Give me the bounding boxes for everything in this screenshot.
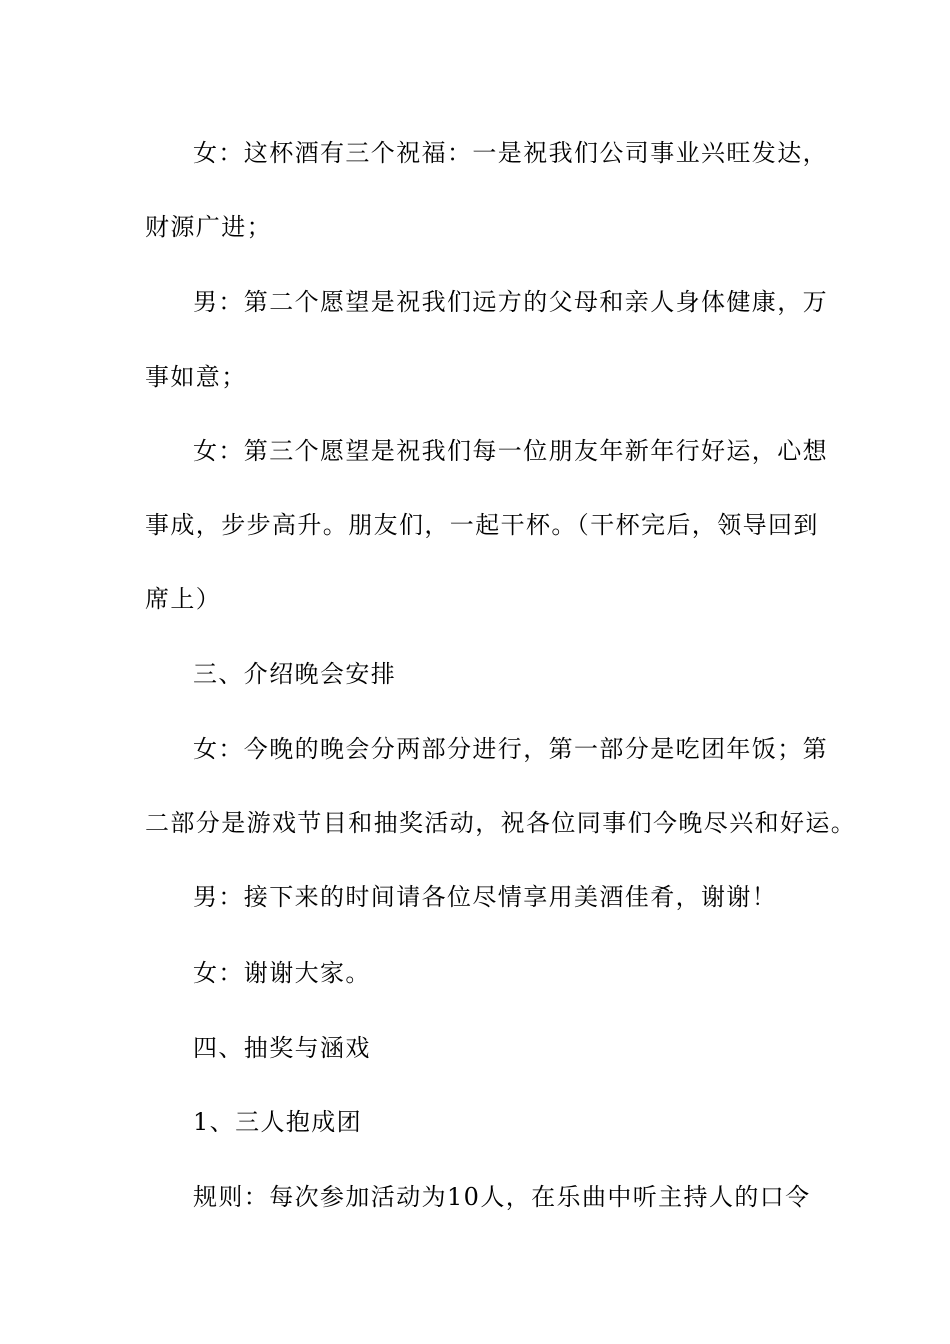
section-heading: 四、抽奖与涵戏 xyxy=(193,1034,371,1062)
paragraph-line: 男：第二个愿望是祝我们远方的父母和亲人身体健康，万 xyxy=(193,288,828,316)
paragraph-line: 财源广进； xyxy=(145,213,272,241)
paragraph-line: 规则：每次参加活动为10人，在乐曲中听主持人的口令 xyxy=(193,1183,811,1211)
paragraph-line: 席上） xyxy=(145,585,222,613)
subsection-heading: 1、三人抱成团 xyxy=(193,1108,363,1136)
paragraph-line: 女：今晚的晚会分两部分进行，第一部分是吃团年饭；第 xyxy=(193,735,828,763)
paragraph-line: 女：第三个愿望是祝我们每一位朋友年新年行好运，心想 xyxy=(193,437,828,465)
paragraph-line: 男：接下来的时间请各位尽情享用美酒佳肴，谢谢！ xyxy=(193,883,778,911)
paragraph-line: 女：谢谢大家。 xyxy=(193,959,371,987)
section-heading: 三、介绍晚会安排 xyxy=(193,660,397,688)
paragraph-line: 二部分是游戏节目和抽奖活动，祝各位同事们今晚尽兴和好运。 xyxy=(145,809,857,837)
paragraph-line: 事如意； xyxy=(145,363,247,391)
paragraph-line: 事成，步步高升。朋友们，一起干杯。（干杯完后，领导回到 xyxy=(145,511,819,539)
paragraph-line: 女：这杯酒有三个祝福：一是祝我们公司事业兴旺发达， xyxy=(193,139,828,167)
